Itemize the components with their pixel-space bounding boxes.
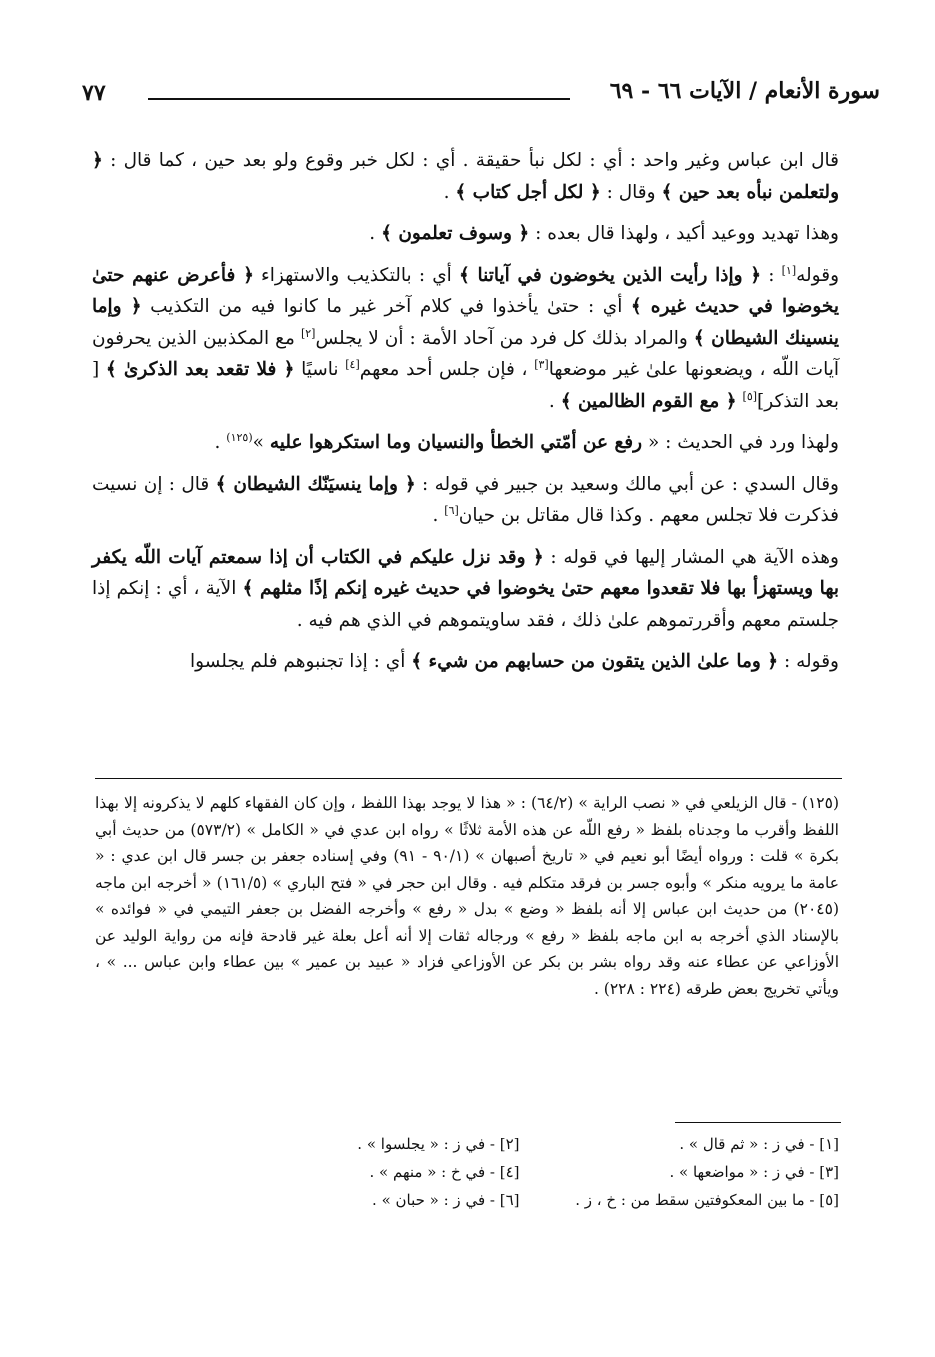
quran-quote: ﴿ وسوف تعلمون ﴾ bbox=[381, 223, 530, 244]
quran-quote: ﴿ وإذا رأيت الذين يخوضون في آياتنا ﴾ bbox=[458, 264, 762, 286]
variant-note: [٦] - في ز : « حبان » . bbox=[372, 1191, 520, 1209]
text-run: وقوله bbox=[796, 264, 839, 286]
text-run: ولهذا ورد في الحديث : « bbox=[642, 432, 839, 453]
quran-quote: ﴿ فلا تقعد بعد الذكرىٰ ﴾ bbox=[105, 359, 295, 380]
page-header bbox=[60, 78, 880, 118]
page-number: ٧٧ bbox=[82, 80, 106, 106]
text-run: . bbox=[432, 505, 445, 526]
note-reference: [١] bbox=[781, 263, 797, 277]
quran-quote: ﴿ مع القوم الظالمين ﴾ bbox=[560, 390, 737, 412]
variant-row bbox=[200, 1158, 839, 1186]
variant-note: [٣] - في ز : « مواضعها » . bbox=[669, 1163, 839, 1181]
textual-variants bbox=[200, 1130, 839, 1214]
text-run: : bbox=[761, 264, 782, 286]
text-run: أي : حتىٰ يأخذوا في كلام آخر غير ما كانوا فيه من التكذيب bbox=[141, 296, 631, 317]
text-run: قال : إن نسيت فذكرت فلا تجلس معهم . وكذا قال مقاتل بن حيان bbox=[92, 473, 839, 526]
note-reference: [٢] bbox=[300, 326, 316, 340]
text-run: أي : إذا تجنبوهم فلم يجلسوا bbox=[190, 651, 412, 672]
note-reference: (١٢٥) bbox=[226, 430, 253, 444]
paragraph bbox=[92, 469, 839, 532]
footnote-125: (١٢٥) - قال الزيلعي في « نصب الراية » (٦٤/٢) : « هذا لا يوجد بهذا اللفظ ، وإن كان الفقهاء كلهم لا يذكرونه إلا بهذا اللفظ وأقرب ما وجدناه بلفظ « رفع اللّه عن هذه الأمة ثلاثًا » رواه ابن عدي في « الكامل » (٥٧٣/٢) من حديث أبي بكرة » قلت : ورواه أيضًا أبو نعيم في « تاريخ أصبهان » (٩٠/١ - ٩١) وفي إسناده جعفر بن جسر قال ابن عدي : « عامة ما يرويه منكر » وأبوه جسر بن فرقد متكلم فيه . وقال ابن حجر في « فتح الباري » (١٦١/٥) « أخرجه ابن ماجه (٢٠٤٥) من حديث ابن عباس إلا أنه بلفظ « وضع » بدل « رفع » وأخرجه الفضل بن جعفر التيمي في « فوائده » بالإسناد الذي أخرجه به ابن ماجه بلفظ « رفع » ورجاله ثقات إلا أنه أعل بعلة غير قادحة فإنه من رواية الوليد عن الأوزاعي عن عطاء عنه وقد رواه بشر بن بكر عن الأوزاعي فزاد « عبيد بن عمير » بين عطاء وابن عباس ... » ، ويأتي تخريج بعض طرقه (٢٢٤ : ٢٢٨) . bbox=[95, 794, 840, 998]
text-run: . bbox=[369, 223, 382, 244]
variant-row bbox=[200, 1186, 839, 1214]
quran-quote: ﴿ ولتعلمن نبأه بعد حين ﴾ bbox=[92, 150, 839, 203]
footnote-rule bbox=[95, 778, 842, 779]
text-run: قال ابن عباس وغير واحد : أي : لكل نبأ حقيقة . أي : لكل خبر وقوع ولو بعد حين ، كما قال : bbox=[102, 150, 839, 171]
text-run: وقوله : bbox=[778, 651, 839, 672]
note-reference: [٦] bbox=[444, 503, 459, 517]
variant-note: [٥] - ما بين المعكوفتين سقط من : خ ، ز . bbox=[575, 1191, 839, 1209]
text-run: الآية ، أي : إنكم إذا جلستم معهم وأقررتموهم علىٰ ذلك ، فقد ساويتموهم في الذي هم فيه . bbox=[92, 578, 839, 631]
text-run: والمراد بذلك كل فرد من آحاد الأمة : أن لا يجلس bbox=[315, 327, 694, 349]
note-reference: [٤] bbox=[345, 357, 360, 371]
text-run: وقال السدي : عن أبي مالك وسعيد بن جبير في قوله : bbox=[415, 473, 839, 495]
paragraph bbox=[92, 427, 839, 459]
quran-quote: ﴿ لكل أجل كتاب ﴾ bbox=[455, 181, 601, 203]
variant-note: [٤] - في خ : « منهم » . bbox=[369, 1163, 520, 1181]
quran-quote: رفع عن أمّتي الخطأ والنسيان وما استكرهوا عليه bbox=[269, 432, 643, 453]
paragraph bbox=[92, 145, 839, 208]
quran-quote: ﴿ وما علىٰ الذين يتقون من حسابهم من شيء ﴾ bbox=[411, 651, 779, 672]
text-run: . bbox=[214, 432, 227, 453]
paragraph bbox=[92, 218, 839, 250]
quran-quote: ﴿ فأعرض عنهم حتىٰ يخوضوا في حديث غيره ﴾ bbox=[92, 264, 839, 317]
variants-rule bbox=[675, 1122, 841, 1123]
quran-quote: ﴿ وإما ينسينك الشيطان ﴾ bbox=[92, 296, 839, 349]
text-run: وهذه الآية هي المشار إليها في قوله : bbox=[543, 546, 839, 568]
text-run: . bbox=[548, 390, 561, 412]
text-run: . bbox=[443, 181, 456, 203]
text-run: أي : بالتكذيب والاستهزاء bbox=[253, 264, 459, 286]
text-run: » bbox=[252, 432, 270, 453]
variant-note: [١] - في ز : « ثم قال » . bbox=[679, 1135, 839, 1153]
text-run: وقال : bbox=[600, 181, 662, 203]
running-title: سورة الأنعام / الآيات ٦٦ - ٦٩ bbox=[609, 78, 880, 104]
quran-quote: ﴿ وقد نزل عليكم في الكتاب أن إذا سمعتم آيات اللّه يكفر بها ويستهزأ بها فلا تقعدوا معهم حتىٰ يخوضوا في حديث غيره إنكم إذًا مثلهم ﴾ bbox=[92, 546, 839, 599]
note-reference: [٥] bbox=[742, 389, 758, 403]
text-run: ، فإن جلس أحد معهم bbox=[359, 359, 535, 380]
quran-quote: ﴿ وإما ينسيَنّك الشيطان ﴾ bbox=[215, 473, 416, 495]
text-run: وهذا تهديد ووعيد أكيد ، ولهذا قال بعده : bbox=[529, 223, 839, 244]
text-run: ناسيًا bbox=[294, 359, 346, 380]
text-run: مع المكذبين الذين يحرفون آيات اللّه ، ويضعونها علىٰ غير موضعها bbox=[92, 327, 839, 380]
header-rule bbox=[148, 98, 570, 100]
paragraph bbox=[92, 646, 839, 678]
text-run: [ بعد التذكر] bbox=[92, 359, 839, 412]
paragraph bbox=[92, 260, 839, 418]
paragraph bbox=[92, 542, 839, 637]
note-reference: [٣] bbox=[534, 357, 549, 371]
variant-row bbox=[200, 1130, 839, 1158]
variant-note: [٢] - في ز : « يجلسوا » . bbox=[357, 1135, 520, 1153]
main-text bbox=[92, 145, 839, 688]
